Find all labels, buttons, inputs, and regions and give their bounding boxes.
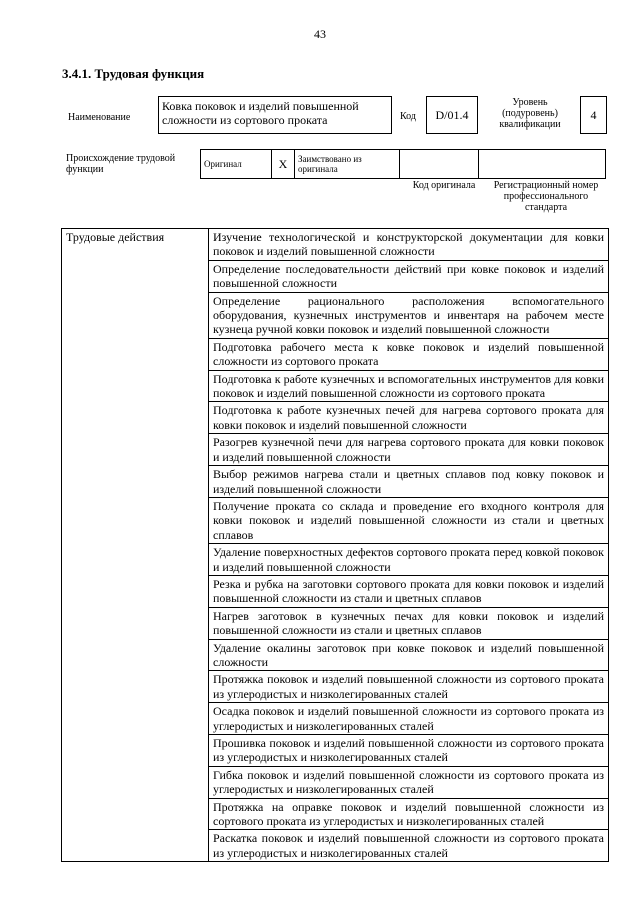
labor-action-item: Гибка поковок и изделий повышенной сложности из сортового проката из углеродистых и низколегированных сталей [209,766,609,798]
labor-action-item: Определение рационального расположения вспомогательного оборудования, кузнечных инструментов и инвентаря на рабочем месте кузнеца ручной ковки поковок и изделий повышенной сложности [209,292,609,338]
labor-action-item: Удаление поверхностных дефектов сортового проката перед ковкой поковок и изделий повышенной сложности [209,544,609,576]
code-label: Код [400,111,416,122]
labor-action-item: Подготовка рабочего места к ковке поковок и изделий повышенной сложности из сортового проката [209,338,609,370]
original-label: Оригинал [201,150,272,179]
table-row [62,229,609,261]
labor-action-item: Прошивка поковок и изделий повышенной сложности из сортового проката из углеродистых и низколегированных сталей [209,735,609,767]
labor-action-item: Изучение технологической и конструкторской документации для ковки поковок и изделий повышенной сложности [209,229,609,261]
labor-action-item: Нагрев заготовок в кузнечных печах для ковки поковок и изделий повышенной сложности из стали и цветных сплавов [209,607,609,639]
original-mark: X [272,150,295,179]
labor-action-item: Получение проката со склада и проведение его входного контроля для ковки поковок и изделий повышенной сложности из стали и цветных сплавов [209,497,609,543]
original-code-cell [400,150,479,179]
level-value: 4 [580,96,607,134]
origin-table [200,149,606,179]
labor-action-item: Протяжка на оправке поковок и изделий повышенной сложности из сортового проката из углеродистых и низколегированных сталей [209,798,609,830]
level-label: Уровень (подуровень) квалификации [499,97,561,130]
reg-number-cell [479,150,606,179]
labor-actions-heading: Трудовые действия [62,229,209,862]
labor-action-item: Протяжка поковок и изделий повышенной сложности из сортового проката из углеродистых и низколегированных сталей [209,671,609,703]
labor-action-item: Подготовка к работе кузнечных печей для нагрева сортового проката для ковки поковок и изделий повышенной сложности [209,402,609,434]
labor-action-item: Разогрев кузнечной печи для нагрева сортового проката для ковки поковок и изделий повышенной сложности [209,434,609,466]
function-name-value: Ковка поковок и изделий повышенной сложности из сортового проката [158,96,392,134]
labor-action-item: Раскатка поковок и изделий повышенной сложности из сортового проката из углеродистых и низколегированных сталей [209,830,609,862]
labor-action-item: Подготовка к работе кузнечных и вспомогательных инструментов для ковки поковок и изделий повышенной сложности из сортового проката [209,370,609,402]
reg-number-label: Регистрационный номер профессионального стандарта [493,180,599,213]
name-label: Наименование [68,112,131,123]
origin-label: Происхождение трудовой функции [66,153,176,175]
section-title: 3.4.1. Трудовая функция [62,66,205,81]
labor-action-item: Осадка поковок и изделий повышенной сложности из сортового проката из углеродистых и низколегированных сталей [209,703,609,735]
page-number: 43 [314,27,326,41]
labor-action-item: Удаление окалины заготовок при ковке поковок и изделий повышенной сложности [209,639,609,671]
function-code-value: D/01.4 [426,96,478,134]
labor-actions-table [61,228,609,862]
original-code-label: Код оригинала [412,180,476,191]
borrowed-label: Заимствовано из оригинала [295,150,400,179]
labor-action-item: Выбор режимов нагрева стали и цветных сплавов под ковку поковок и изделий повышенной сложности [209,466,609,498]
labor-action-item: Определение последовательности действий при ковке поковок и изделий повышенной сложности [209,260,609,292]
labor-action-item: Резка и рубка на заготовки сортового проката для ковки поковок и изделий повышенной сложности из стали и цветных сплавов [209,575,609,607]
